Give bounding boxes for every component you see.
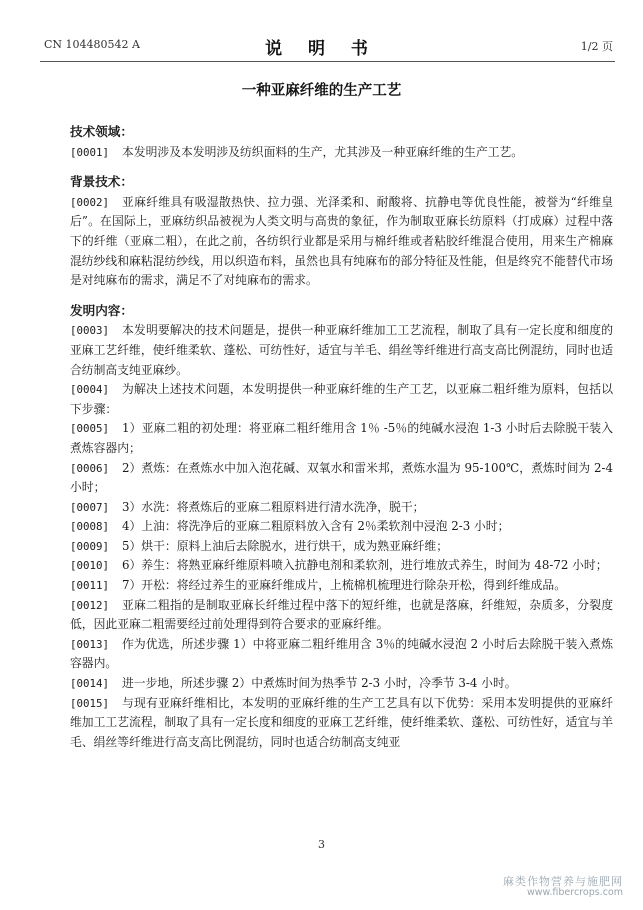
paragraph (70, 459, 613, 498)
paragraph-number: [0008] (70, 520, 110, 534)
page-number: 3 (318, 838, 325, 851)
paragraph (70, 537, 613, 557)
paragraph-number: [0003] (70, 324, 110, 338)
paragraph-number: [0005] (70, 422, 110, 436)
page-indicator: 1/2 页 (580, 40, 613, 53)
paragraph-text: 3）水洗：将煮炼后的亚麻二粗原料进行清水洗净，脱干； (122, 499, 425, 514)
paragraph-text: 本发明涉及本发明涉及纺织面料的生产，尤其涉及一种亚麻纤维的生产工艺。 (122, 144, 524, 159)
paragraph-number: [0006] (70, 461, 110, 475)
paragraph (70, 556, 613, 576)
paragraph-number: [0002] (70, 195, 110, 209)
paragraph-text: 进一步地，所述步骤 2）中煮炼时间为热季节 2-3 小时，冷季节 3-4 小时。 (122, 676, 517, 691)
paragraph-number: [0015] (70, 696, 110, 710)
paragraph-text: 5）烘干：原料上油后去除脱水，进行烘干，成为熟亚麻纤维； (122, 538, 449, 553)
paragraph-number: [0007] (70, 500, 110, 514)
paragraph (70, 321, 613, 380)
paragraph-number: [0009] (70, 539, 110, 553)
paragraph-text: 7）开松：将经过养生的亚麻纤维成片，上梳棉机梳理进行除杂开松，得到纤维成品。 (122, 578, 566, 593)
paragraph (70, 694, 613, 753)
paragraph-text: 与现有亚麻纤维相比，本发明的亚麻纤维的生产工艺具有以下优势：采用本发明提供的亚麻纤维加工工艺流程，制取了具有一定长度和细度的亚麻工艺纤维，使纤维柔软、蓬松、可纺性好，适宜与羊毛、绢丝等纤维进行高支高比例混纺，同时也适合纺制高支纯亚 (70, 695, 613, 749)
paragraph (70, 576, 613, 596)
paragraph-text: 亚麻二粗指的是制取亚麻长纤维过程中落下的短纤维，也就是落麻，纤维短，杂质多，分裂度低，因此亚麻二粗需要经过前处理得到符合要求的亚麻纤维。 (70, 597, 613, 632)
paragraph-text: 4）上油：将洗净后的亚麻二粗原料放入含有 2％柔软剂中浸泡 2-3 小时； (122, 519, 510, 534)
paragraph (70, 419, 613, 458)
paragraph-text: 本发明要解决的技术问题是，提供一种亚麻纤维加工工艺流程，制取了具有一定长度和细度的亚麻工艺纤维，使纤维柔软、蓬松、可纺性好，适宜与羊毛、绢丝等纤维进行高支高比例混纺，同时也适合纺制高支纯亚麻纱。 (70, 323, 613, 377)
paragraph-text: 2）煮炼：在煮炼水中加入泡花碱、双氧水和雷米邦，煮炼水温为 95-100℃，煮炼时间为 2-4 小时； (70, 460, 613, 495)
paragraph (70, 498, 613, 518)
paragraph-text: 亚麻纤维具有吸湿散热快、拉力强、光泽柔和、耐酸将、抗静电等优良性能，被誉为“纤维皇后”。在国际上，亚麻纺织品被视为人类文明与高贵的象征，作为制取亚麻长纺原料（打成麻）过程中落下的纤维（亚麻二粗），在此之前，各纺织行业都是采用与棉纤维或者粘胶纤维混合使用，用来生产棉麻混纺纱线和麻粘混纺纱线，用以织造布料，虽然也具有纯麻布的部分特征及性能，但是终究不能替代市场是对纯麻布的需求，满足不了对纯麻布的需求。 (70, 194, 613, 288)
watermark-site-url: www.fibercrops.com (526, 887, 623, 898)
paragraph (70, 596, 613, 635)
paragraph-text: 为解决上述技术问题，本发明提供一种亚麻纤维的生产工艺，以亚麻二粗纤维为原料，包括以下步骤： (70, 382, 613, 416)
paragraph-text: 作为优选，所述步骤 1）中将亚麻二粗纤维用含 3％的纯碱水浸泡 2 小时后去除脱干装入煮炼容器内。 (70, 636, 613, 671)
patent-body (70, 122, 613, 752)
paragraph (70, 193, 613, 291)
paragraph (70, 517, 613, 537)
paragraph-number: [0010] (70, 559, 110, 573)
paragraph-text: 6）养生：将熟亚麻纤维原料喷入抗静电剂和柔软剂，进行堆放式养生，时间为 48-72 小时； (122, 558, 608, 573)
paragraph-number: [0011] (70, 579, 110, 593)
section-heading: 背景技术： (70, 174, 133, 190)
paragraph-number: [0013] (70, 637, 110, 651)
site-watermark (503, 876, 623, 898)
paragraph (70, 143, 613, 163)
section-heading: 发明内容： (70, 302, 133, 318)
paragraph-number: [0004] (70, 383, 110, 397)
watermark-site-name: 麻类作物营养与施肥网 (503, 875, 623, 888)
paragraph-text: 1）亚麻二粗的初处理：将亚麻二粗纤维用含 1％ -5％的纯碱水浸泡 1-3 小时后去除脱干装入煮炼容器内； (70, 421, 613, 455)
paragraph (70, 380, 613, 419)
header-divider (40, 61, 615, 62)
paragraph (70, 674, 613, 694)
paragraph-number: [0001] (70, 145, 110, 159)
paragraph-number: [0012] (70, 598, 110, 612)
document-number: CN 104480542 A (44, 38, 140, 51)
patent-title: 一种亚麻纤维的生产工艺 (241, 82, 402, 99)
paragraph (70, 635, 613, 674)
document-type-heading: 说 明 书 (265, 39, 378, 59)
section-heading: 技术领域： (70, 124, 133, 139)
paragraph-number: [0014] (70, 677, 110, 691)
